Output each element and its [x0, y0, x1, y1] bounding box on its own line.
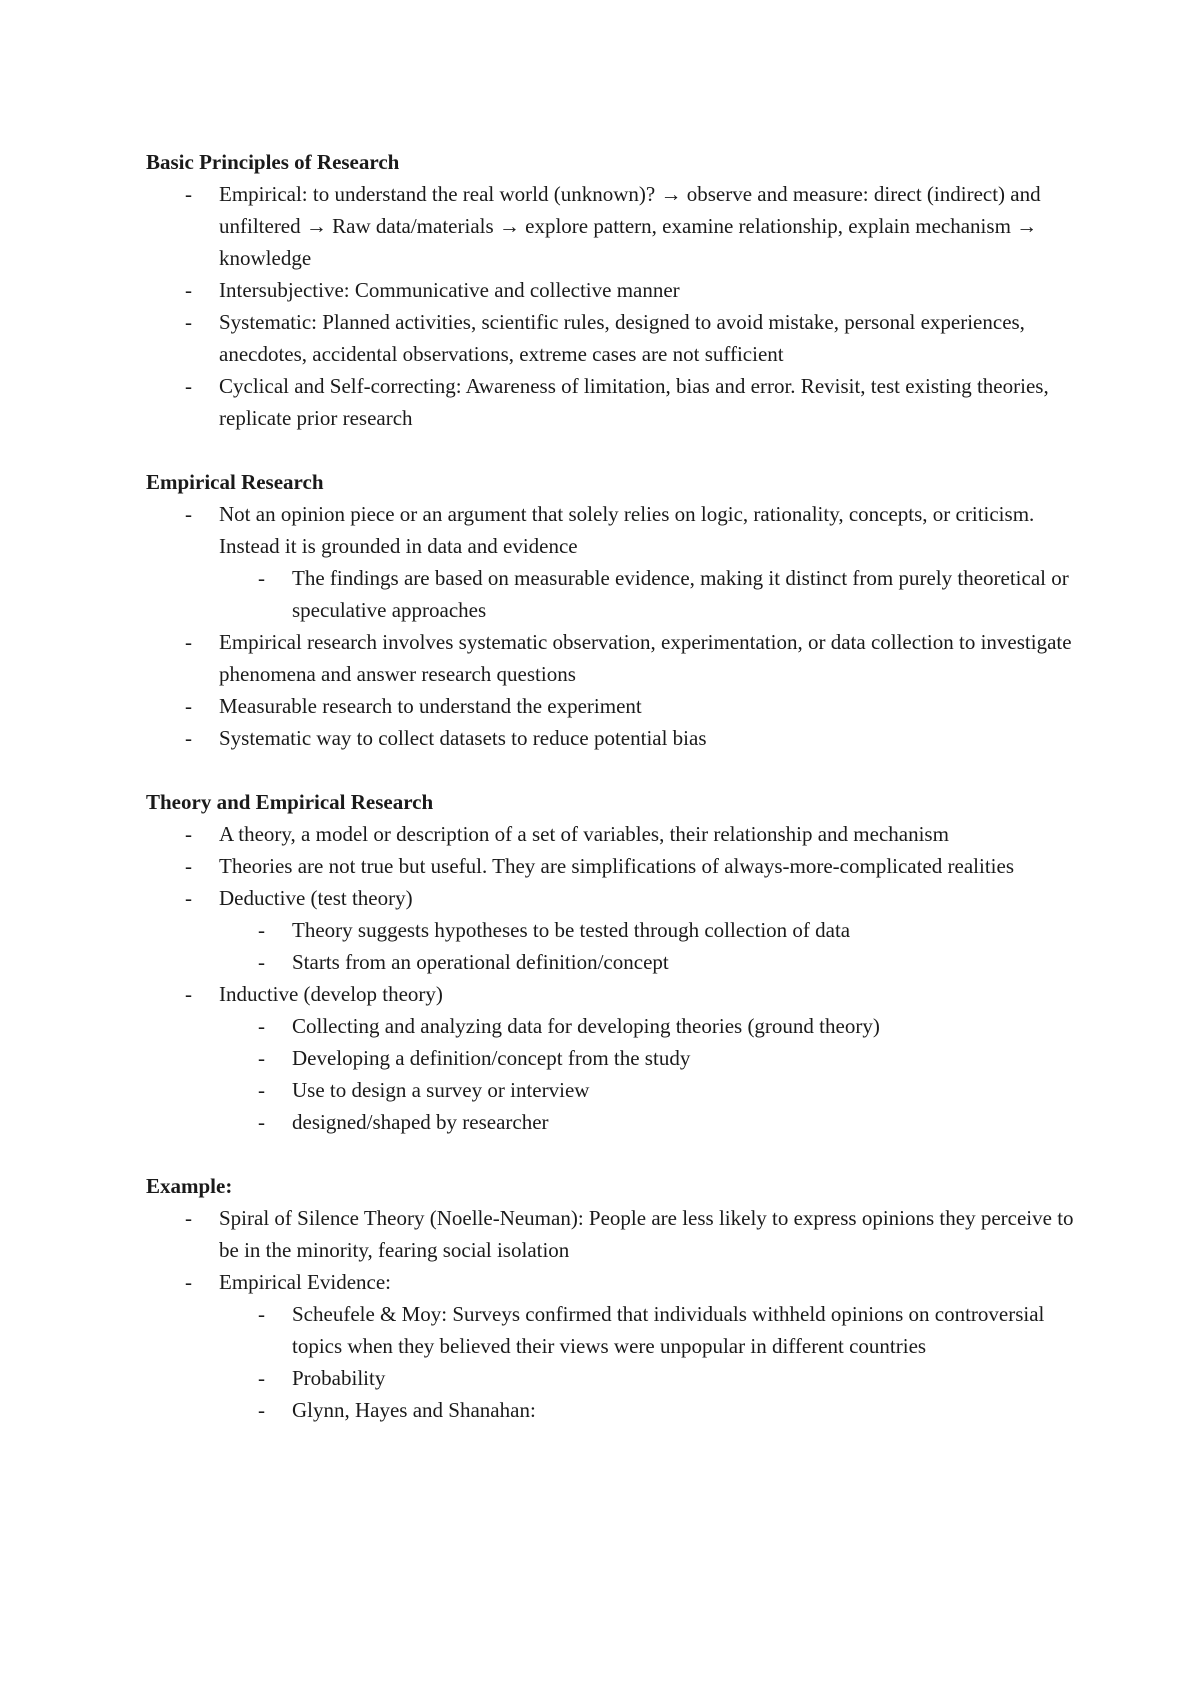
- nested-list-container: [146, 914, 1076, 978]
- list-item-text: Glynn, Hayes and Shanahan:: [292, 1398, 536, 1422]
- list-item: [146, 690, 1076, 722]
- dash-bullet: -: [185, 822, 192, 846]
- sub-list-item: [219, 1074, 1076, 1106]
- dash-bullet: -: [185, 374, 192, 398]
- list-item-text: Empirical Evidence:: [219, 1270, 392, 1294]
- bullet-list: [146, 498, 1076, 754]
- section-heading: Theory and Empirical Research: [146, 790, 434, 814]
- sub-list-item: [219, 562, 1076, 626]
- list-item: [146, 850, 1076, 882]
- sub-bullet-list: [219, 914, 1076, 978]
- list-item-text: Developing a definition/concept from the study: [292, 1046, 691, 1070]
- list-item-text: Spiral of Silence Theory (Noelle-Neuman): People are less likely to express opinions they perceive to be in the minority, fearing social isolation: [219, 1206, 1074, 1262]
- list-item: [146, 722, 1076, 754]
- dash-bullet: -: [185, 694, 192, 718]
- dash-bullet: -: [258, 1078, 265, 1102]
- sub-list-item: [219, 1394, 1076, 1426]
- bullet-list: [146, 178, 1076, 434]
- list-item-text: A theory, a model or description of a set of variables, their relationship and mechanism: [219, 822, 949, 846]
- nested-list-container: [146, 1010, 1076, 1138]
- list-item: [146, 178, 1076, 274]
- section: [146, 146, 1076, 434]
- list-item: [146, 498, 1076, 562]
- list-item: [146, 370, 1076, 434]
- list-item: [146, 1202, 1076, 1266]
- dash-bullet: -: [185, 278, 192, 302]
- list-item: [146, 626, 1076, 690]
- list-item-text: Systematic way to collect datasets to reduce potential bias: [219, 726, 707, 750]
- sub-list-item: [219, 914, 1076, 946]
- dash-bullet: -: [258, 1302, 265, 1326]
- sub-list-item: [219, 1298, 1076, 1362]
- sub-list-item: [219, 1106, 1076, 1138]
- bullet-list: [146, 1202, 1076, 1426]
- list-item-text: Probability: [292, 1366, 386, 1390]
- dash-bullet: -: [185, 502, 192, 526]
- document-page: [146, 146, 1076, 1458]
- sub-bullet-list: [219, 1298, 1076, 1426]
- dash-bullet: -: [185, 886, 192, 910]
- dash-bullet: -: [185, 854, 192, 878]
- dash-bullet: -: [258, 1046, 265, 1070]
- dash-bullet: -: [185, 726, 192, 750]
- list-item-text: Starts from an operational definition/concept: [292, 950, 669, 974]
- list-item-text: Empirical: to understand the real world (unknown)? → observe and measure: direct (indirect) and unfiltered → Raw data/materials → explore pattern, examine relationship, explain mechanism → knowledge: [219, 182, 1041, 270]
- list-item-text: Use to design a survey or interview: [292, 1078, 590, 1102]
- list-item-text: Collecting and analyzing data for developing theories (ground theory): [292, 1014, 880, 1038]
- dash-bullet: -: [258, 1366, 265, 1390]
- list-item: [146, 306, 1076, 370]
- section-heading: Empirical Research: [146, 470, 324, 494]
- dash-bullet: -: [185, 630, 192, 654]
- list-item-text: Intersubjective: Communicative and collective manner: [219, 278, 680, 302]
- sub-list-item: [219, 1362, 1076, 1394]
- section-heading: Example:: [146, 1174, 233, 1198]
- list-item-text: Theory suggests hypotheses to be tested through collection of data: [292, 918, 851, 942]
- nested-list-container: [146, 562, 1076, 626]
- nested-list-container: [146, 1298, 1076, 1426]
- list-item: [146, 978, 1076, 1010]
- list-item: [146, 882, 1076, 914]
- section: [146, 1170, 1076, 1426]
- list-item-text: Inductive (develop theory): [219, 982, 443, 1006]
- list-item: [146, 1266, 1076, 1298]
- list-item-text: Empirical research involves systematic observation, experimentation, or data collection to investigate phenomena and answer research questions: [219, 630, 1072, 686]
- list-item-text: Deductive (test theory): [219, 886, 413, 910]
- bullet-list: [146, 818, 1076, 1138]
- list-item-text: Not an opinion piece or an argument that solely relies on logic, rationality, concepts, or criticism. Instead it is grounded in data and evidence: [219, 502, 1035, 558]
- dash-bullet: -: [185, 310, 192, 334]
- list-item-text: The findings are based on measurable evidence, making it distinct from purely theoretical or speculative approaches: [292, 566, 1069, 622]
- list-item-text: Theories are not true but useful. They are simplifications of always-more-complicated realities: [219, 854, 1014, 878]
- dash-bullet: -: [258, 1014, 265, 1038]
- dash-bullet: -: [258, 1398, 265, 1422]
- list-item: [146, 274, 1076, 306]
- dash-bullet: -: [258, 566, 265, 590]
- sub-bullet-list: [219, 562, 1076, 626]
- list-item-text: Cyclical and Self-correcting: Awareness of limitation, bias and error. Revisit, test existing theories, replicate prior research: [219, 374, 1049, 430]
- sub-bullet-list: [219, 1010, 1076, 1138]
- list-item-text: Scheufele & Moy: Surveys confirmed that individuals withheld opinions on controversial topics when they believed their views were unpopular in different countries: [292, 1302, 1045, 1358]
- sub-list-item: [219, 946, 1076, 978]
- dash-bullet: -: [185, 1270, 192, 1294]
- dash-bullet: -: [185, 1206, 192, 1230]
- list-item-text: Systematic: Planned activities, scientific rules, designed to avoid mistake, personal experiences, anecdotes, accidental observations, extreme cases are not sufficient: [219, 310, 1025, 366]
- list-item-text: Measurable research to understand the experiment: [219, 694, 642, 718]
- sub-list-item: [219, 1010, 1076, 1042]
- dash-bullet: -: [258, 950, 265, 974]
- dash-bullet: -: [185, 182, 192, 206]
- dash-bullet: -: [258, 918, 265, 942]
- section-heading: Basic Principles of Research: [146, 150, 400, 174]
- sub-list-item: [219, 1042, 1076, 1074]
- section: [146, 786, 1076, 1138]
- dash-bullet: -: [185, 982, 192, 1006]
- section: [146, 466, 1076, 754]
- list-item: [146, 818, 1076, 850]
- list-item-text: designed/shaped by researcher: [292, 1110, 549, 1134]
- dash-bullet: -: [258, 1110, 265, 1134]
